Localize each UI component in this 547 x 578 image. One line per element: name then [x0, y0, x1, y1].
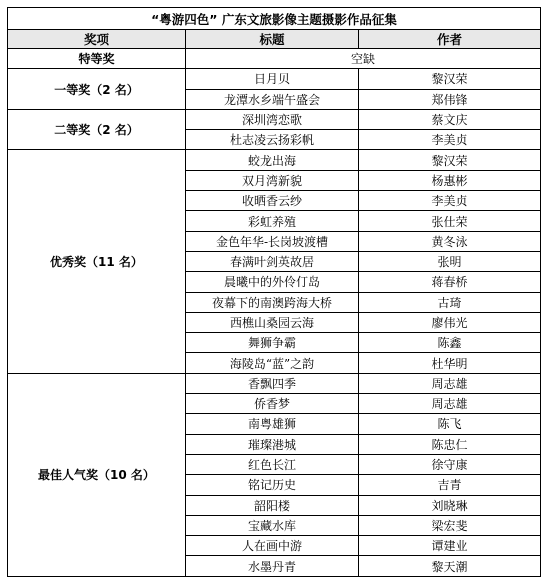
entry-author: 杜华明: [359, 353, 541, 373]
entry-title: 日月贝: [186, 69, 359, 89]
entry-author: 李美贞: [359, 130, 541, 150]
entry-title: 夜幕下的南澳跨海大桥: [186, 292, 359, 312]
entry-author: 陈忠仁: [359, 434, 541, 454]
entry-title: 彩虹养殖: [186, 211, 359, 231]
award-name: 二等奖（2 名）: [8, 109, 186, 150]
entry-title: 蛟龙出海: [186, 150, 359, 170]
header-author: 作者: [359, 30, 541, 49]
entry-author: 周志雄: [359, 394, 541, 414]
entry-title: 深圳湾恋歌: [186, 109, 359, 129]
entry-author: 古琦: [359, 292, 541, 312]
table-title-row: [8, 8, 541, 30]
award-name: 最佳人气奖（10 名）: [8, 373, 186, 576]
entry-title: 宝藏水库: [186, 515, 359, 535]
table-title: “粤游四色” 广东文旅影像主题摄影作品征集: [8, 8, 541, 30]
entry-title: 春满叶剑英故居: [186, 251, 359, 271]
award-name: 优秀奖（11 名）: [8, 150, 186, 373]
entry-title: 双月湾新貌: [186, 170, 359, 190]
entry-author: 黄冬泳: [359, 231, 541, 251]
entry-title: 西樵山桑园云海: [186, 312, 359, 332]
entry-title: 香飘四季: [186, 373, 359, 393]
entry-title: 韶阳楼: [186, 495, 359, 515]
entry-title: 龙潭水乡端午盛会: [186, 89, 359, 109]
entry-author: 蔡文庆: [359, 109, 541, 129]
entry-author: 黎汉荣: [359, 69, 541, 89]
table-row: [8, 109, 541, 129]
header-title: 标题: [186, 30, 359, 49]
entry-author: 徐守康: [359, 454, 541, 474]
entry-author: 李美贞: [359, 191, 541, 211]
entry-title: 海陵岛“蓝”之韵: [186, 353, 359, 373]
entry-title: 人在画中游: [186, 536, 359, 556]
entry-author: 张明: [359, 251, 541, 271]
entry-title: 晨曦中的外伶仃岛: [186, 272, 359, 292]
entry-title: 璀璨港城: [186, 434, 359, 454]
entry-author: 杨惠彬: [359, 170, 541, 190]
entry-title: 收晒香云纱: [186, 191, 359, 211]
awards-table: [7, 7, 541, 577]
entry-title: 杜志凌云扬彩帆: [186, 130, 359, 150]
entry-author: 陈飞: [359, 414, 541, 434]
entry-author: 黎汉荣: [359, 150, 541, 170]
entry-author: 黎天潮: [359, 556, 541, 576]
table-row: [8, 69, 541, 89]
entry-author: 郑伟锋: [359, 89, 541, 109]
entry-author: 刘晓琳: [359, 495, 541, 515]
header-award: 奖项: [8, 30, 186, 49]
table-row: [8, 150, 541, 170]
special-award-row: [8, 49, 541, 69]
entry-title: 舞狮争霸: [186, 333, 359, 353]
entry-author: 廖伟光: [359, 312, 541, 332]
entry-author: 梁宏斐: [359, 515, 541, 535]
entry-author: 张仕荣: [359, 211, 541, 231]
entry-author: 吉青: [359, 475, 541, 495]
table-row: [8, 373, 541, 393]
entry-author: 蒋春桥: [359, 272, 541, 292]
award-name: 一等奖（2 名）: [8, 69, 186, 110]
entry-title: 水墨丹青: [186, 556, 359, 576]
entry-title: 铭记历史: [186, 475, 359, 495]
special-award-status: 空缺: [186, 49, 541, 69]
entry-title: 南粤雄狮: [186, 414, 359, 434]
entry-author: 陈鑫: [359, 333, 541, 353]
entry-title: 金色年华-长岗坡渡槽: [186, 231, 359, 251]
award-name-special: 特等奖: [8, 49, 186, 69]
table-header-row: [8, 30, 541, 49]
entry-title: 红色长江: [186, 454, 359, 474]
entry-title: 侨香梦: [186, 394, 359, 414]
entry-author: 谭建业: [359, 536, 541, 556]
awards-table-body: [8, 8, 541, 577]
entry-author: 周志雄: [359, 373, 541, 393]
